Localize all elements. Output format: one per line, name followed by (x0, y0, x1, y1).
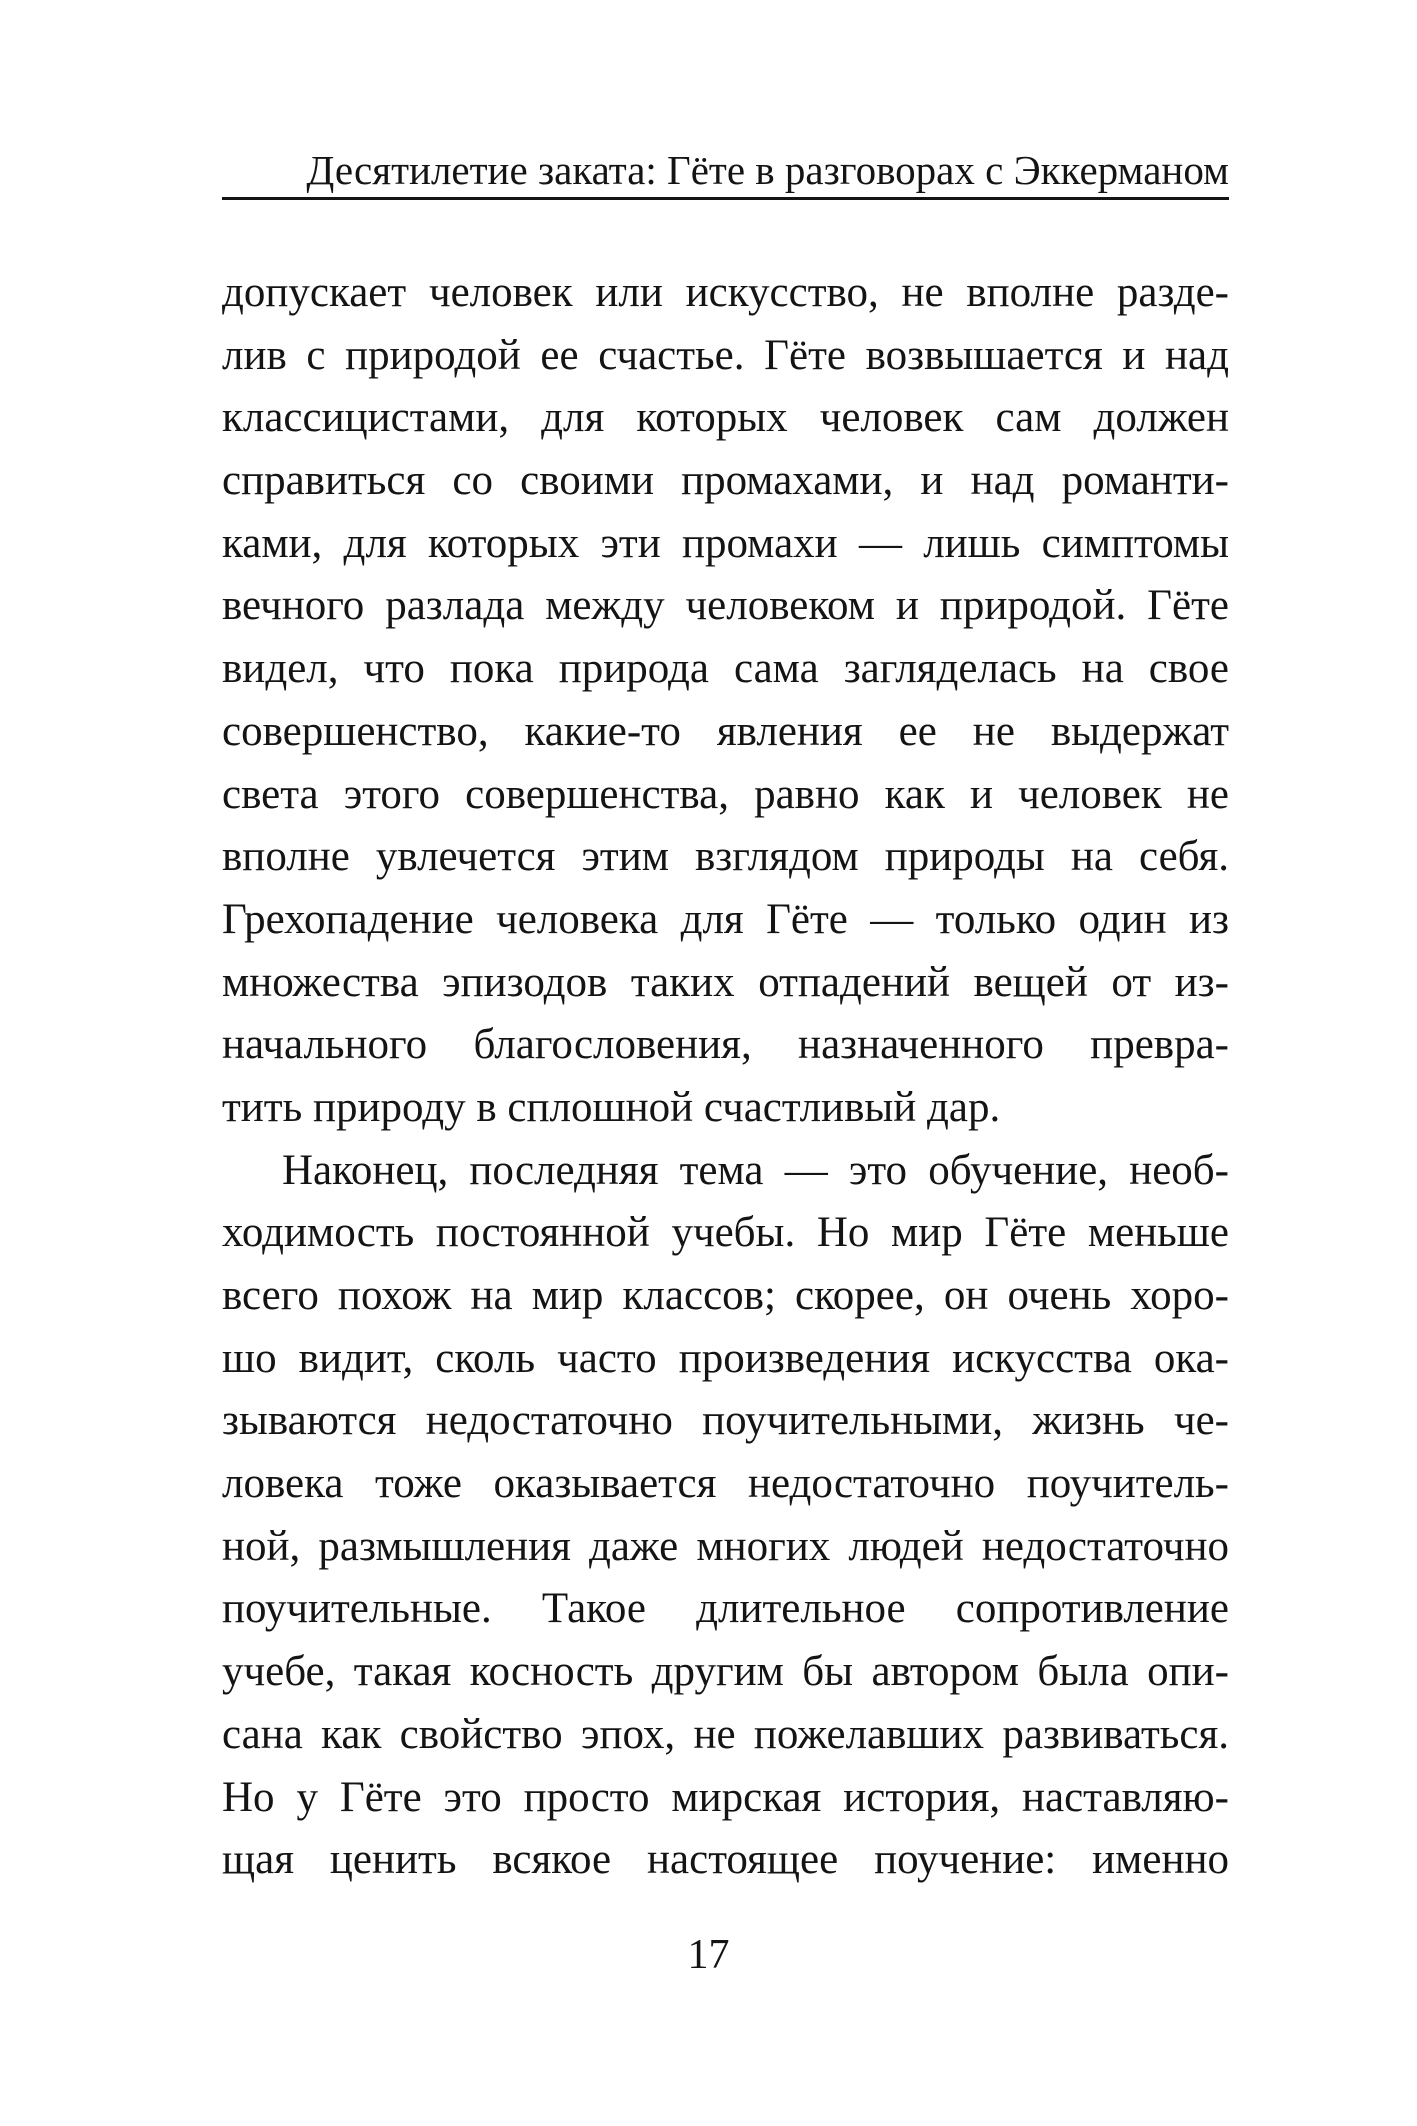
text-line: начального благословения, назначенного превра- (222, 1021, 1229, 1069)
text-line: сана как свойство эпох, не пожелавших развиваться. (222, 1710, 1229, 1758)
text-line: шо видит, сколь часто произведения искусства ока- (222, 1334, 1229, 1382)
text-line: света этого совершенства, равно как и человек не (222, 770, 1229, 818)
text-line: классицистами, для которых человек сам должен (222, 394, 1229, 442)
text-line: допускает человек или искусство, не вполне разде- (222, 269, 1229, 316)
header-rule (222, 197, 1229, 200)
text-line: вполне увлечется этим взглядом природы на себя. (222, 833, 1229, 881)
text-line: ловека тоже оказывается недостаточно поучитель- (222, 1460, 1229, 1508)
text-line: ной, размышления даже многих людей недостаточно (222, 1522, 1229, 1570)
text-line: учебе, такая косность другим бы автором была опи- (222, 1648, 1229, 1696)
text-line: множества эпизодов таких отпадений вещей от из- (222, 958, 1229, 1006)
text-line: щая ценить всякое настоящее поучение: именно (222, 1836, 1229, 1884)
text-line: всего похож на мир классов; скорее, он очень хоро- (222, 1272, 1229, 1319)
text-line: справиться со своими промахами, и над романти- (222, 457, 1229, 505)
text-line: поучительные. Такое длительное сопротивление (222, 1585, 1229, 1633)
running-header: Десятилетие заката: Гёте в разговорах с Эккерманом (306, 147, 1229, 193)
text-line: совершенство, какие-то явления ее не выдержат (222, 707, 1229, 755)
body-text (222, 262, 1229, 1892)
text-line: Грехопадение человека для Гёте — только один из (222, 895, 1229, 943)
text-line: лив с природой ее счастье. Гёте возвышается и над (222, 331, 1229, 379)
text-line: ходимость постоянной учебы. Но мир Гёте меньше (222, 1209, 1229, 1257)
text-line: вечного разлада между человеком и природой. Гёте (222, 582, 1229, 630)
text-line: зываются недостаточно поучительными, жизнь че- (222, 1397, 1229, 1445)
text-line: Но у Гёте это просто мирская история, наставляю- (222, 1773, 1229, 1821)
text-line: видел, что пока природа сама загляделась на свое (222, 645, 1229, 693)
text-line: ками, для которых эти промахи — лишь симптомы (222, 519, 1229, 567)
text-line: Наконец, последняя тема — это обучение, необ- (282, 1146, 1229, 1194)
text-line: тить природу в сплошной счастливый дар. (222, 1083, 1001, 1131)
page-number: 17 (687, 1932, 730, 1978)
